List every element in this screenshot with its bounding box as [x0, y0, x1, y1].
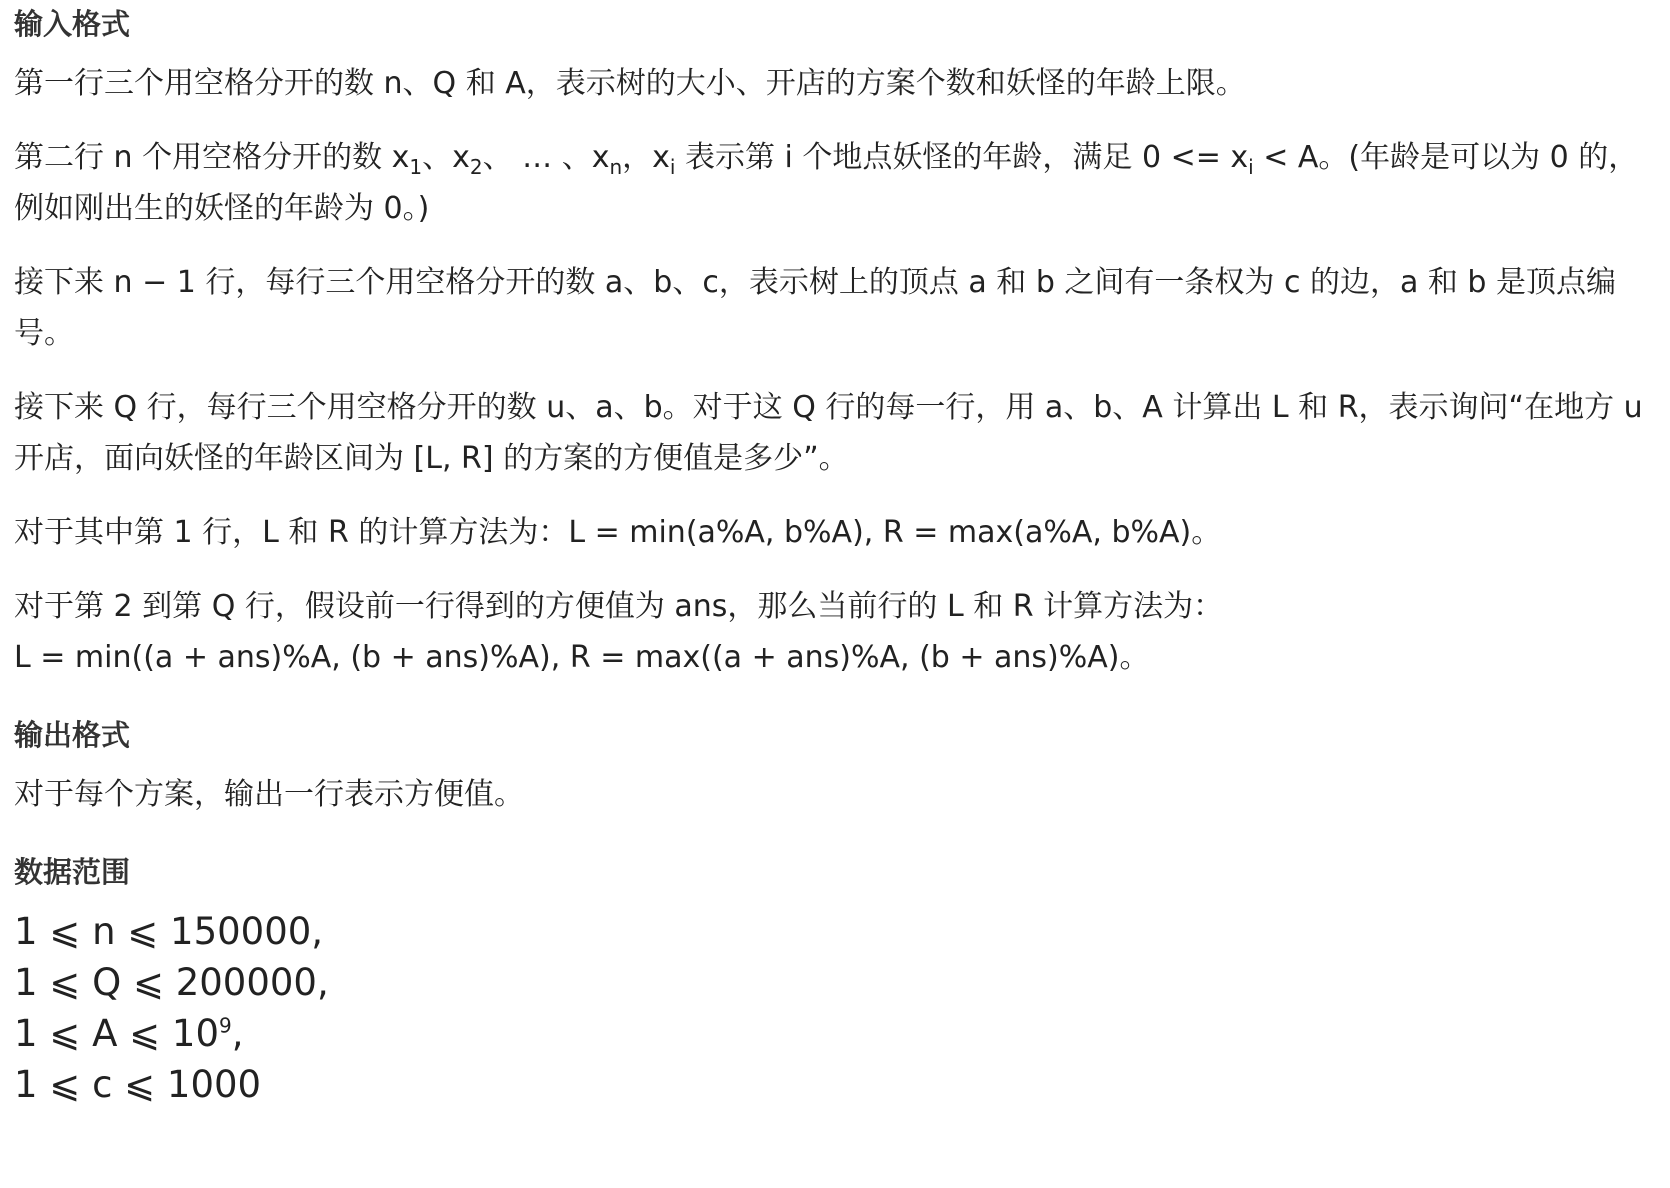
spacer — [14, 683, 1656, 711]
range-c: 1 ⩽ c ⩽ 1000 — [14, 1063, 262, 1106]
output-format-heading: 输出格式 — [14, 718, 131, 752]
p2-mid: ，x — [622, 140, 670, 175]
range-a — [14, 1008, 1656, 1059]
range-a-tail: , — [231, 1012, 244, 1055]
p2-lead: 第二行 n 个用空格分开的数 — [14, 140, 392, 175]
spacer — [14, 109, 1656, 132]
p2-sub1: 1 — [409, 155, 423, 179]
range-a-base: 1 ⩽ A ⩽ 10 — [14, 1012, 219, 1055]
range-q: 1 ⩽ Q ⩽ 200000, — [14, 961, 329, 1004]
input-queries-paragraph: 接下来 Q 行，每行三个用空格分开的数 u、a、b。对于这 Q 行的每一行，用 a、b、A 计算出 L 和 R，表示询问“在地方 u 开店，面向妖怪的年龄区间为 [L, R] 的方案的方便值是多少”。 — [14, 390, 1643, 476]
input-edges-paragraph: 接下来 n − 1 行，每行三个用空格分开的数 a、b、c，表示树上的顶点 a 和 b 之间有一条权为 c 的边，a 和 b 是顶点编号。 — [14, 265, 1617, 351]
p2-subn: n — [609, 155, 623, 179]
p2-subi2: i — [1248, 155, 1254, 179]
later-queries-paragraph — [14, 581, 1656, 683]
first-query-formula-paragraph: 对于其中第 1 行，L 和 R 的计算方法为：L = min(a%A, b%A), R = max(a%A, b%A)。 — [14, 515, 1222, 550]
data-range-heading: 数据范围 — [14, 855, 131, 889]
spacer — [14, 896, 1656, 906]
p2-sep1: 、x — [422, 140, 470, 175]
p2-sep2: 、 … 、x — [482, 140, 610, 175]
p2-tail2: < A。(年龄是可以为 0 的，例如刚出生的妖怪的年龄为 0。) — [14, 140, 1639, 226]
input-format-heading: 输入格式 — [14, 7, 131, 41]
spacer — [14, 484, 1656, 507]
spacer — [14, 48, 1656, 58]
p2-tail1: 表示第 i 个地点妖怪的年龄，满足 0 <= x — [675, 140, 1249, 175]
spacer — [14, 558, 1656, 581]
spacer — [14, 234, 1656, 257]
spacer — [14, 759, 1656, 769]
range-n: 1 ⩽ n ⩽ 150000, — [14, 910, 324, 953]
p2-subi: i — [669, 155, 676, 179]
output-paragraph: 对于每个方案，输出一行表示方便值。 — [14, 777, 524, 812]
later-queries-line1: 对于第 2 到第 Q 行，假设前一行得到的方便值为 ans，那么当前行的 L 和 R 计算方法为： — [14, 589, 1224, 624]
input-line1-paragraph: 第一行三个用空格分开的数 n、Q 和 A，表示树的大小、开店的方案个数和妖怪的年龄上限。 — [14, 66, 1246, 101]
input-line2-paragraph — [14, 132, 1656, 234]
later-queries-formula: L = min((a + ans)%A, (b + ans)%A), R = max((a + ans)%A, (b + ans)%A)。 — [14, 640, 1150, 675]
spacer — [14, 820, 1656, 848]
data-range-list — [14, 906, 1656, 1110]
range-a-exponent: 9 — [218, 1013, 232, 1038]
p2-sub2: 2 — [469, 155, 483, 179]
p2-x: x — [391, 140, 410, 175]
spacer — [14, 359, 1656, 382]
